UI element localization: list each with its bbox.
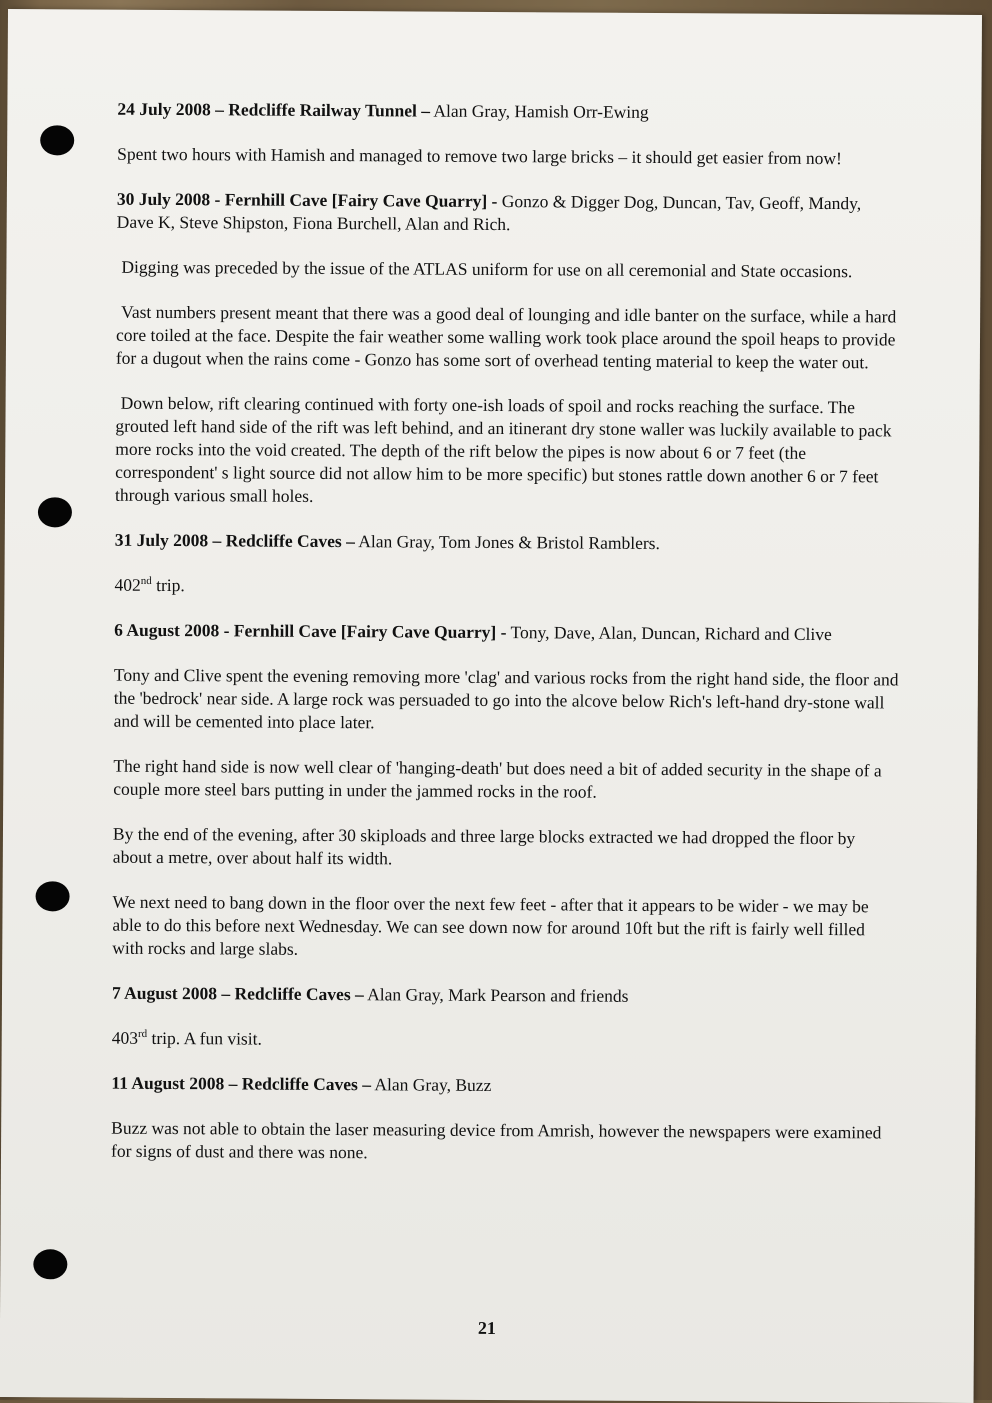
entry-heading [117,98,902,126]
entry-paragraph: The right hand side is now well clear of 'hanging-death' but does need a bit of added security in the shape of a couple more steel bars putting in under the jammed rocks in the roof. [113,755,882,802]
entry-date-place: 30 July 2008 - Fernhill Cave [Fairy Cave Quarry] - [116,188,498,212]
entry-paragraph: Buzz was not able to obtain the laser measuring device from Amrish, however the newspapers were examined for signs of dust and there was none. [110,1117,882,1163]
entry-heading [117,188,902,239]
trip-number: 403 [111,1027,139,1048]
entry-trip-line [112,1027,897,1055]
entry-people: Alan Gray, Tom Jones & Bristol Ramblers. [354,531,660,554]
punch-hole [40,125,74,155]
entry-date-place: 31 July 2008 – Redcliffe Caves – [114,529,355,552]
trip-ordinal-suffix: nd [140,575,152,588]
page-body [111,98,903,1190]
trip-text: trip. A fun visit. [147,1027,262,1049]
entry-trip-line [114,574,899,602]
entry-heading [111,1072,896,1100]
entry-date-place: 24 July 2008 – Redcliffe Railway Tunnel – [117,98,431,121]
entry-date-place: 6 August 2008 - Fernhill Cave [Fairy Cave Quarry] - [114,619,507,643]
punch-hole [35,881,69,911]
entry-people: Alan Gray, Mark Pearson and friends [363,984,629,1006]
page-number: 21 [477,1317,497,1339]
entry-paragraph: By the end of the evening, after 30 skiploads and three large blocks extracted we had dropped the floor by about a metre, over about half its width. [112,823,856,869]
entry-heading [115,529,900,557]
punch-hole [33,1249,67,1279]
trip-ordinal-suffix: rd [137,1028,148,1041]
entry-heading [112,982,897,1010]
document-page [0,9,982,1403]
entry-paragraph: Down below, rift clearing continued with forty one-ish loads of spoil and rocks reaching the surface. The grouted left hand side of the rift was left behind, and an itinerant dry stone waller was luckily available to pack more rocks into the void created. The depth of the rift below the pipes is now about 6 or 7 feet (the correspondent' s light source did not allow him to be more specific) but stones rattle down another 6 or 7 feet through various small holes. [114,392,892,506]
entry-paragraph: Vast numbers present meant that there was a good deal of lounging and idle banter on the surface, while a hard core toiled at the face. Despite the fair weather some walling work took place around the spoil heaps to provide for a dugout when the rains come - Gonzo has some sort of overhead tenting material to keep the water out. [115,301,897,373]
entry-people: Alan Gray, Hamish Orr-Ewing [429,100,649,122]
entry-paragraph: Digging was preceded by the issue of the ATLAS uniform for use on all ceremonial and State occasions. [121,256,853,282]
punch-hole [38,497,72,527]
trip-number: 402 [114,574,141,595]
entry-date-place: 7 August 2008 – Redcliffe Caves – [111,982,364,1005]
trip-text: trip. [151,574,185,596]
entry-date-place: 11 August 2008 – Redcliffe Caves – [111,1072,372,1095]
entry-people: Gonzo & Digger Dog, Duncan, Tav, Geoff, Mandy, Dave K, Steve Shipston, Fiona Burchell, Alan and Rich. [116,191,862,235]
entry-paragraph: Spent two hours with Hamish and managed to remove two large bricks – it should get easier from now! [117,143,842,169]
entry-heading [114,619,899,647]
entry-people: Alan Gray, Buzz [370,1074,492,1095]
entry-paragraph: We next need to bang down in the floor over the next few feet - after that it appears to be wider - we may be able to do this before next Wednesday. We can see down now for around 10ft but the rift is fairly well filled with rocks and large slabs. [112,891,869,959]
entry-paragraph: Tony and Clive spent the evening removing more 'clag' and various rocks from the right hand side, the floor and the 'bedrock' near side. A large rock was persuaded to go into the alcove below Rich's left-hand dry-stone wall and will be cemented into place later. [113,664,899,733]
entry-people: Tony, Dave, Alan, Duncan, Richard and Clive [506,622,832,645]
